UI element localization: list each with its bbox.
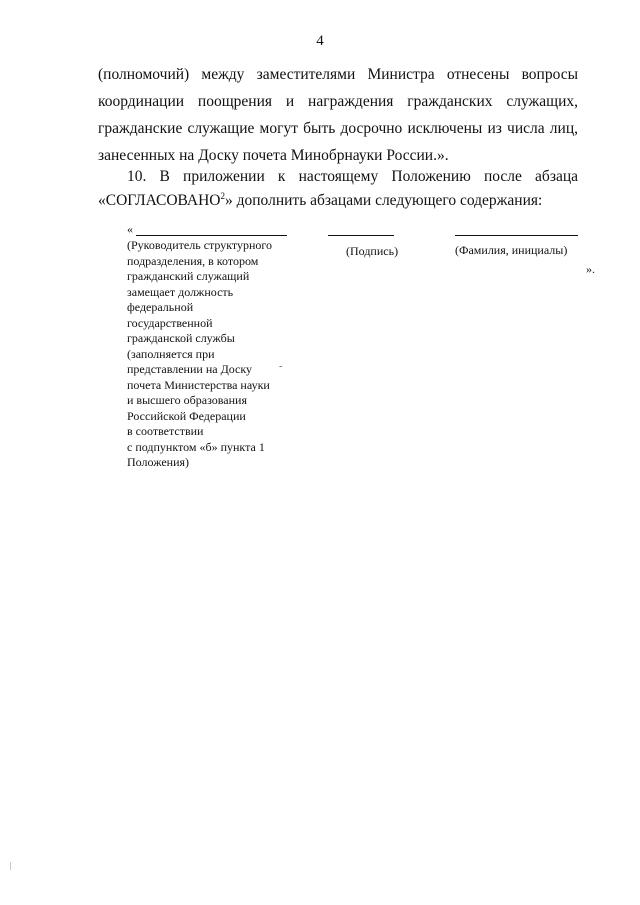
name-line (455, 235, 578, 236)
footnote-ref: 2 (220, 190, 225, 201)
caption-line: и высшего образования (127, 393, 247, 407)
agreed-word: «СОГЛАСОВАНО (98, 192, 221, 209)
text-line: 10. В приложении к настоящему Положению после абзаца (127, 168, 578, 185)
text-line: (полномочий) между заместителями Министра отнесены вопросы (98, 66, 578, 83)
caption-line: Российской Федерации (127, 408, 246, 423)
signature-caption: (Подпись) (346, 244, 399, 258)
caption-line: гражданской службы (127, 331, 235, 345)
name-caption: (Фамилия, инициалы) (455, 243, 568, 257)
stray-mark: - (279, 361, 283, 372)
page-number: 4 (316, 33, 324, 49)
text-line: занесенных на Доску почета Минобрнауки России.». (98, 147, 449, 164)
open-quote: « (127, 222, 133, 236)
caption-line: федеральной (127, 300, 194, 314)
caption-line: почета Министерства науки (127, 377, 270, 392)
text-line (98, 192, 578, 210)
caption-line: (Руководитель структурного (127, 238, 273, 252)
text-line: координации поощрения и награждения гражданских служащих, (98, 93, 578, 110)
caption-line: государственной (127, 315, 213, 330)
caption-line: замещает должность (127, 284, 234, 299)
caption-line: подразделения, в котором (127, 253, 259, 268)
text-line: гражданские служащие могут быть досрочно исключены из числа лиц, (98, 120, 578, 137)
caption-line: с подпунктом «б» пункта 1 (127, 439, 265, 454)
caption-line: (заполняется при (127, 346, 215, 361)
caption-line: Положения) (127, 455, 190, 469)
caption-line: представлении на Доску (127, 362, 253, 376)
close-quote: ». (586, 262, 595, 276)
text-fragment: » дополнить абзацами следующего содержания: (225, 192, 543, 209)
head-signature-line (136, 235, 287, 236)
caption-line: в соответствии (127, 424, 204, 438)
head-position-caption (127, 238, 297, 471)
caption-line: гражданский служащий (127, 269, 250, 283)
signature-line (328, 235, 394, 236)
scan-edge-mark (10, 862, 11, 870)
